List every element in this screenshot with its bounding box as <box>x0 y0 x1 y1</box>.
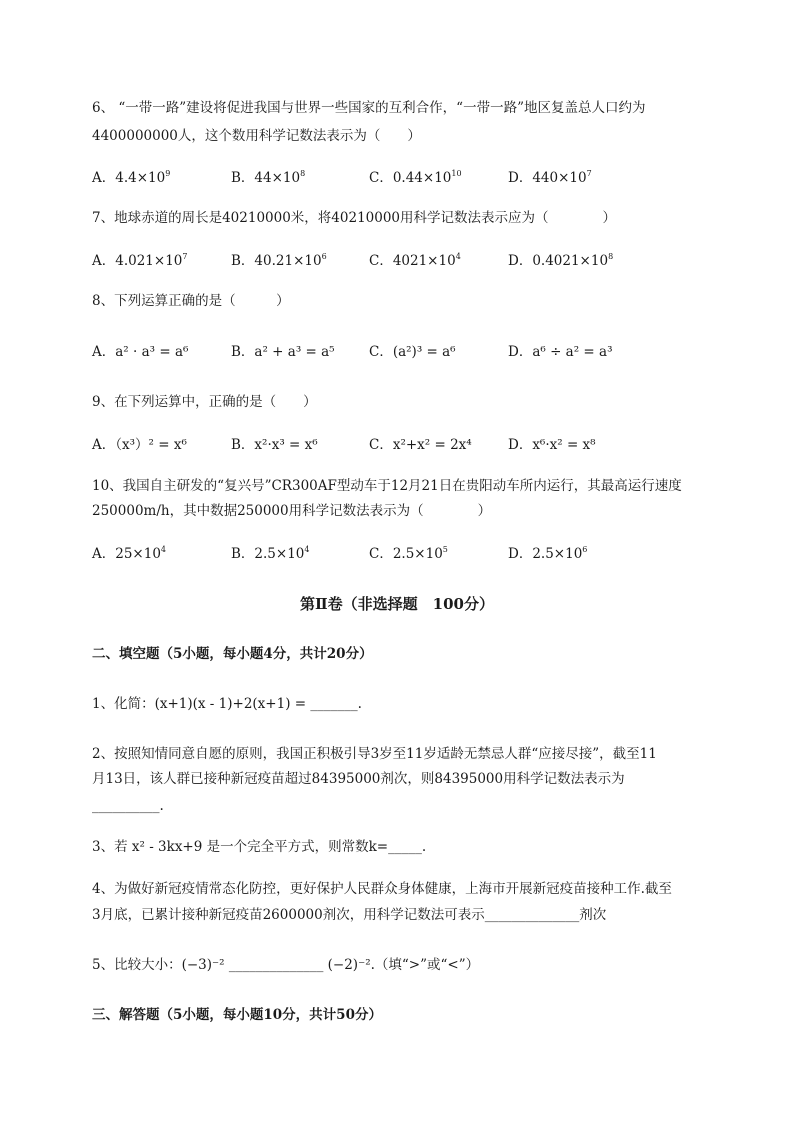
q8-option-d[interactable]: D．a⁶ ÷ a² = a³ <box>508 344 613 360</box>
q10-option-b[interactable]: B．$2.5\times 10^4$ <box>231 545 310 562</box>
q10-stem-line1: 10、我国自主研发的“复兴号”CR300AF型动车于12月21日在贵阳动车所内运行，其最高运行速度 <box>92 478 682 494</box>
section3-heading: 三、解答题（5小题，每小题10分，共计50分） <box>92 1007 382 1023</box>
fill-q2-line1: 2、按照知情同意自愿的原则，我国正积极引导3岁至11岁适龄无禁忌人群“应接尽接”，截至11 <box>92 746 657 762</box>
fill-q1: 1、化简：(x+1)(x - 1)+2(x+1) = _______. <box>92 696 362 712</box>
q8-option-b[interactable]: B．a² + a³ = a⁵ <box>231 344 335 360</box>
q10-stem-line2: 250000m/h，其中数据250000用科学记数法表示为（ ） <box>92 503 492 519</box>
q6-option-b[interactable]: B．$44\times 10^8$ <box>231 169 306 186</box>
q9-option-d[interactable]: D．x⁶·x² = x⁸ <box>508 437 596 453</box>
fill-q5: 5、比较大小：(−3)⁻² ______________ (−2)⁻².（填“>”或“<”） <box>92 957 480 973</box>
fill-q2-blank[interactable]: __________. <box>92 798 164 814</box>
q7-option-b[interactable]: B．$40.21\times 10^6$ <box>231 252 327 269</box>
q6-option-a[interactable]: A．$4.4\times 10^9$ <box>92 169 171 186</box>
fill-q4-line1: 4、为做好新冠疫情常态化防控，更好保护人民群众身体健康，上海市开展新冠疫苗接种工作.截至 <box>92 881 672 897</box>
q6-stem-line1: 6、 “一带一路”建设将促进我国与世界一些国家的互利合作，“一带一路”地区复盖总人口约为 <box>92 100 646 116</box>
q8-option-a[interactable]: A．a² · a³ = a⁶ <box>92 344 189 360</box>
q6-option-c[interactable]: C．$0.44\times 10^{10}$ <box>369 169 462 186</box>
q10-option-a[interactable]: A．$25\times 10^4$ <box>92 545 167 562</box>
fill-q3: 3、若 x² - 3kx+9 是一个完全平方式，则常数k=_____. <box>92 839 427 855</box>
q10-options <box>92 545 712 563</box>
q9-option-c[interactable]: C．x²+x² = 2x⁴ <box>369 437 472 453</box>
q7-option-c[interactable]: C．$4021\times 10^4$ <box>369 252 461 269</box>
q8-option-c[interactable]: C．(a²)³ = a⁶ <box>369 344 456 360</box>
q7-option-d[interactable]: D．$0.4021\times 10^8$ <box>508 252 614 269</box>
q8-stem: 8、下列运算正确的是（ ） <box>92 293 290 309</box>
q7-stem: 7、地球赤道的周长是40210000米，将40210000用科学记数法表示应为（ ） <box>92 210 617 226</box>
q6-stem-line2: 4400000000人，这个数用科学记数法表示为（ ） <box>92 128 421 144</box>
q6-options <box>92 169 712 187</box>
q9-stem: 9、在下列运算中，正确的是（ ） <box>92 394 317 410</box>
fill-q4-line2: 3月底，已累计接种新冠疫苗2600000剂次，用科学记数法可表示______________剂次 <box>92 907 607 923</box>
part2-title: 第Ⅱ卷（非选择题 100分） <box>300 595 494 613</box>
section2-heading: 二、填空题（5小题，每小题4分，共计20分） <box>92 646 373 662</box>
q7-options <box>92 252 712 270</box>
q6-option-d[interactable]: D．$440\times 10^7$ <box>508 169 592 186</box>
q10-option-d[interactable]: D．$2.5\times 10^6$ <box>508 545 588 562</box>
q9-option-a[interactable]: A．（x³）² = x⁶ <box>92 437 187 453</box>
q9-options <box>92 436 712 454</box>
q9-option-b[interactable]: B．x²·x³ = x⁶ <box>231 437 318 453</box>
q10-option-c[interactable]: C．$2.5\times 10^5$ <box>369 545 448 562</box>
q8-options <box>92 343 712 361</box>
q7-option-a[interactable]: A．$4.021\times 10^7$ <box>92 252 188 269</box>
fill-q2-line2: 月13日，该人群已接种新冠疫苗超过84395000剂次，则84395000用科学记数法表示为 <box>92 771 625 787</box>
